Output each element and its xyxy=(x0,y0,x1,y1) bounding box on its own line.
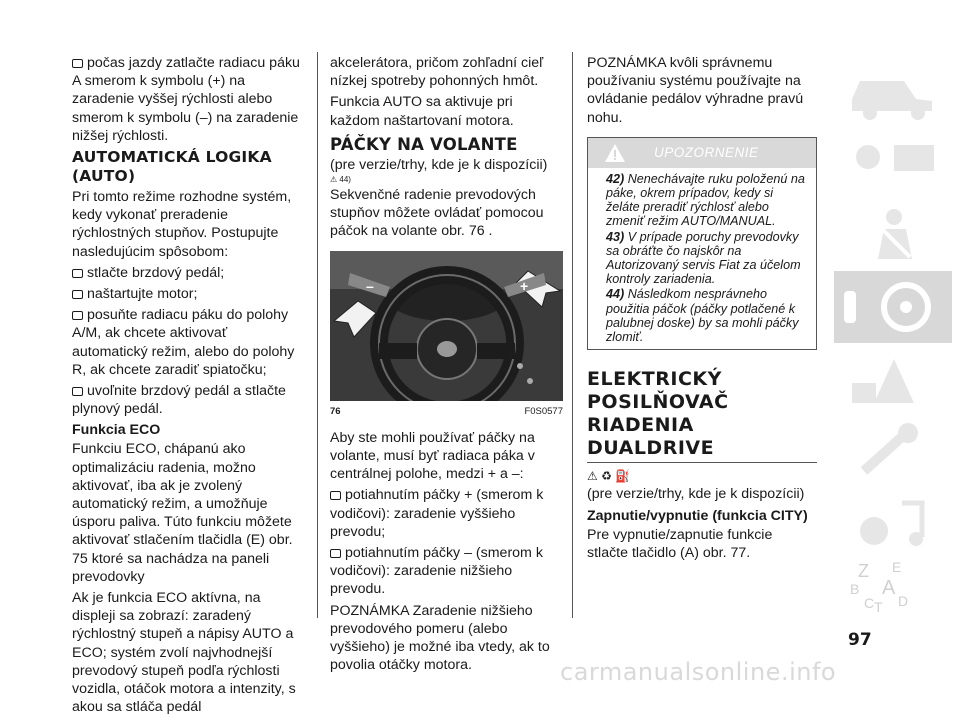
bullet-item: potiahnutím páčky – (smerom k vodičovi): zaradenie nižšieho prevodu. xyxy=(330,545,543,598)
bullet-item: stlačte brzdový pedál; xyxy=(72,264,304,282)
paragraph: Pre vypnutie/zapnutie funkcie stlačte tlačidlo (A) obr. 77. xyxy=(587,526,773,561)
paragraph: POZNÁMKA Zaradenie nižšieho prevodového pomeru (alebo vyššieho) je možné iba vtedy, ak to povolia otáčky motora. xyxy=(330,602,550,674)
environment-icon: ♻ xyxy=(601,469,612,484)
warning-item: 43) V prípade poruchy prevodovky sa obráťte čo najskôr na Autorizovaný servis Fiat za účelom kontroly zariadenia. xyxy=(606,229,801,287)
emergency-tab[interactable] xyxy=(834,343,952,415)
warning-item: 42) Nenechávajte ruku položenú na páke, okrem prípadov, kedy si želáte preradiť rýchlosť alebo zmeniť režim AUTO/MANUAL. xyxy=(606,171,805,229)
paragraph xyxy=(72,54,304,145)
chapter-sidebar xyxy=(830,55,960,615)
warning-triangle-icon xyxy=(604,143,626,163)
index-letter: A xyxy=(882,577,896,599)
column-3 xyxy=(587,54,817,565)
warning-triangle-icon: ⚠ xyxy=(330,175,338,185)
steering-wheel-icon xyxy=(834,271,952,343)
bullet-icon xyxy=(330,491,341,500)
column-divider xyxy=(572,52,573,618)
safety-tab[interactable] xyxy=(834,199,952,271)
index-letter: C xyxy=(864,595,875,611)
bullet-item: posuňte radiacu páku do polohy A/M, ak chcete aktivovať automatický režim, alebo do polohy R, ak chcete zaradiť spiatočku; xyxy=(72,307,295,378)
paragraph: Funkciu ECO, chápanú ako optimalizáciu radenia, možno aktivovať, iba ak je zvolený automatický režim, a umožňuje úsporu paliva. Túto funkciu môžete aktivovať stlačením tlačidla (E) obr. 75 ktoré sa nachádza na paneli prevodovky xyxy=(72,441,293,585)
subheading-city: Zapnutie/vypnutie (funkcia CITY) xyxy=(587,507,808,524)
paddle-minus-label: – xyxy=(366,277,374,294)
bullet-icon xyxy=(72,269,83,278)
warning-ref: ⚠ 44) xyxy=(330,175,351,185)
multimedia-tab[interactable] xyxy=(834,487,952,559)
warning-item: 44) Následkom nesprávneho použitia páčok (páčky potlačené k palubnej doske) by sa mohli páčky zlomiť. xyxy=(606,287,799,345)
watermark[interactable]: carmanualsonline.info xyxy=(560,658,837,686)
starting-driving-tab[interactable] xyxy=(834,271,952,343)
multimedia-icon xyxy=(834,487,952,559)
index-letter: E xyxy=(892,559,902,575)
section-heading-steering: ELEKTRICKÝ POSILŇOVAČ RIADENIA DUALDRIVE xyxy=(587,368,817,463)
fuel-pump-icon: ⛽ xyxy=(615,469,631,484)
bullet-item: naštartujte motor; xyxy=(72,285,304,303)
maintenance-tab[interactable] xyxy=(834,415,952,487)
index-letter: B xyxy=(850,581,860,597)
wrench-icon xyxy=(834,415,952,487)
column-1 xyxy=(72,54,304,720)
bullet-icon xyxy=(72,311,83,320)
paragraph: akcelerátora, pričom zohľadní cieľ nízkej spotreby pohonných hmôt. xyxy=(330,55,544,90)
index-tab[interactable] xyxy=(834,559,952,615)
column-divider xyxy=(317,52,318,618)
paragraph-text: počas jazdy zatlačte radiacu páku A smerom k symbolu (+) na zaradenie vyššej rýchlosti alebo smerom k symbolu (–) na zaradenie nižšej rýchlosti. xyxy=(72,55,300,144)
warning-title: UPOZORNENIE xyxy=(654,144,759,160)
paragraph: Pri tomto režime rozhodne systém, kedy vykonať preradenie rýchlostných stupňov. Postupujte nasledujúcim spôsobom: xyxy=(72,189,292,260)
car-tab[interactable] xyxy=(834,55,952,127)
index-letter: D xyxy=(898,593,909,609)
section-heading-auto: AUTOMATICKÁ LOGIKA (AUTO) xyxy=(72,148,272,186)
section-heading-packy: PÁČKY NA VOLANTE xyxy=(330,134,518,154)
bullet-item: potiahnutím páčky + (smerom k vodičovi): zaradenie vyššieho prevodu; xyxy=(330,487,544,540)
paragraph: Aby ste mohli používať páčky na volante, musí byť radiaca páka v centrálnej polohe, medzi + a –: xyxy=(330,429,535,483)
emergency-icon xyxy=(834,343,952,415)
figure-steering-paddles xyxy=(330,251,563,401)
paddle-plus-label: + xyxy=(520,277,529,294)
icons-row xyxy=(587,467,817,485)
paragraph: Funkcia AUTO sa aktivuje pri každom naštartovaní motora. xyxy=(330,94,514,129)
warning-triangle-icon: ⚠ xyxy=(587,469,598,484)
dashboard-lights-icon xyxy=(834,127,952,199)
bullet-item: uvoľnite brzdový pedál a stlačte plynový pedál. xyxy=(72,383,286,418)
warning-box xyxy=(587,137,817,350)
page-number: 97 xyxy=(848,630,872,650)
paragraph: Ak je funkcia ECO aktívna, na displeji sa zobrazí: zaradený rýchlostný stupeň a nápisy AUTO a ECO; systém zvolí najvhodnejší prevodový stupeň podľa rýchlosti vozidla, otáčok motora a intenzity, s akou sa stláča pedál xyxy=(72,590,296,716)
warning-body xyxy=(588,168,816,349)
paragraph: Sekvenčné radenie prevodových stupňov môžete ovládať pomocou páčok na volante obr. 76 . xyxy=(330,187,544,240)
figure-code: F0S0577 xyxy=(524,405,563,417)
dashboard-lights-tab[interactable] xyxy=(834,127,952,199)
index-letter: T xyxy=(874,599,883,615)
bullet-icon xyxy=(72,290,83,299)
paragraph: (pre verzie/trhy, kde je k dispozícii) xyxy=(330,156,548,173)
subheading-eco: Funkcia ECO xyxy=(72,422,161,439)
bullet-icon xyxy=(72,387,83,396)
bullet-icon xyxy=(72,59,83,68)
steering-wheel-illustration xyxy=(330,251,563,401)
seat-belt-icon xyxy=(834,199,952,271)
paragraph: (pre verzie/trhy, kde je k dispozícii) xyxy=(587,486,805,503)
figure-caption xyxy=(330,403,563,421)
warning-header xyxy=(588,138,816,168)
bullet-icon xyxy=(330,549,341,558)
paragraph: POZNÁMKA kvôli správnemu používaniu systému používajte na ovládanie pedálov výhradne pravú nohu. xyxy=(587,55,804,126)
car-icon xyxy=(834,55,952,127)
figure-number: 76 xyxy=(330,405,341,417)
index-letter: Z xyxy=(858,561,869,581)
column-2 xyxy=(330,54,563,677)
